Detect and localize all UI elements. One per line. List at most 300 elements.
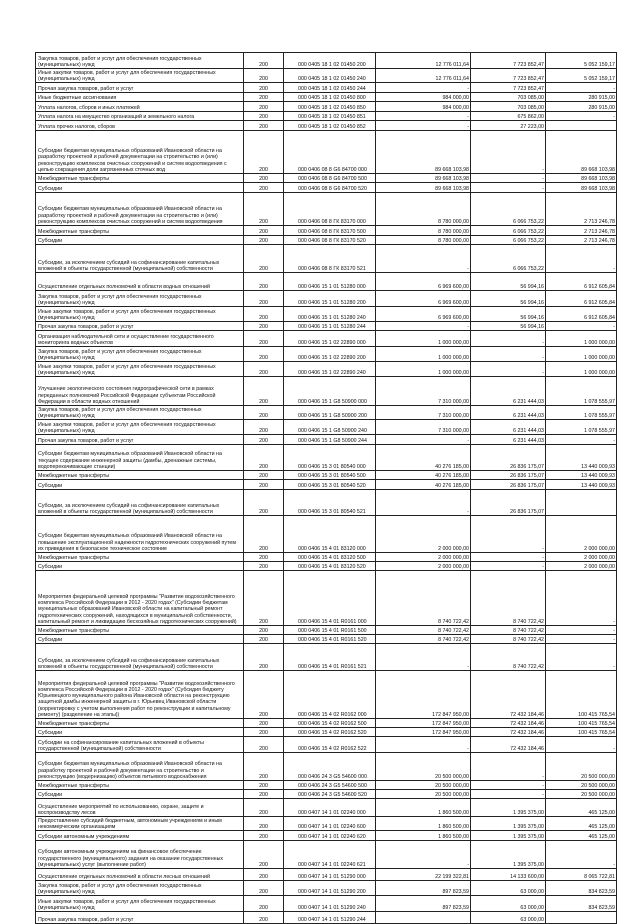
row-code: 200 (244, 131, 284, 174)
table-row (36, 245, 617, 273)
table-row (36, 420, 617, 435)
row-description: Субсидии, за исключением субсидий на софинансирование капитальных вложений в объекты государственной (муниципальной) собственности (36, 490, 244, 516)
row-budget-classification-code: 000 0406 08 8 G6 84700 500 (284, 174, 376, 183)
table-row (36, 644, 617, 671)
row-unexecuted-amount: 6 912 605,84 (546, 273, 617, 291)
table-body (36, 53, 617, 924)
row-unexecuted-amount: 2 713 246,78 (546, 236, 617, 245)
row-unexecuted-amount: 1 000 000,00 (546, 362, 617, 377)
row-executed-amount: - (471, 553, 546, 562)
row-budget-classification-code: 000 0407 14 1 01 51290 200 (284, 881, 376, 896)
row-code: 200 (244, 869, 284, 881)
row-budget-classification-code: 000 0406 15 4 02 R0162 000 (284, 671, 376, 719)
row-approved-amount: 172 847 950,00 (376, 671, 471, 719)
row-executed-amount: 56 994,16 (471, 307, 546, 322)
row-unexecuted-amount: - (546, 322, 617, 331)
row-executed-amount: 6 231 444,03 (471, 406, 546, 420)
row-unexecuted-amount: 2 000 000,00 (546, 516, 617, 553)
row-executed-amount: 8 740 722,42 (471, 644, 546, 671)
table-row (36, 781, 617, 790)
row-description: Уплата прочих налогов, сборов (36, 121, 244, 131)
row-description: Субсидии (36, 635, 244, 644)
row-budget-classification-code: 000 0406 15 4 01 83120 520 (284, 562, 376, 571)
row-executed-amount: - (471, 790, 546, 799)
row-unexecuted-amount: - (546, 644, 617, 671)
row-description: Субсидии бюджетам муниципальных образований Ивановской области на разработку проектной и рабочей документации на строительство и (или) реконструкцию комплексов очистных сооружений и систем водоотведения (36, 193, 244, 226)
row-description: Мероприятия федеральной целевой программы "Развитие водохозяйственного комплекса Российской Федерации в 2012 - 2020 годах" (Субсидии бюджетам муниципальных образований Ивановской области на капитальный ремонт гидротехнических сооружений, находящихся в муниципальной собственности, капитальный ремонт и ликвидацию бесхозяйных гидротехнических сооружений) (36, 571, 244, 626)
row-approved-amount: 1 000 000,00 (376, 347, 471, 362)
table-row (36, 737, 617, 753)
row-description: Уплата налога на имущество организаций и земельного налога (36, 112, 244, 121)
row-executed-amount: - (471, 781, 546, 790)
row-executed-amount: 27 223,00 (471, 121, 546, 131)
row-description: Субсидии бюджетам муниципальных образований Ивановской области на повышение эксплуатационной надежности гидротехнических сооружений путем их приведения в безопасное техническое состояние (36, 516, 244, 553)
row-code: 200 (244, 291, 284, 307)
table-row (36, 377, 617, 406)
row-code: 200 (244, 362, 284, 377)
table-row (36, 83, 617, 93)
row-unexecuted-amount: 5 052 159,17 (546, 53, 617, 69)
row-approved-amount: 7 310 000,00 (376, 377, 471, 406)
row-budget-classification-code: 000 0406 15 4 01 83120 500 (284, 553, 376, 562)
row-approved-amount: - (376, 490, 471, 516)
row-executed-amount: - (471, 174, 546, 183)
table-row (36, 516, 617, 553)
row-code: 200 (244, 881, 284, 896)
row-code: 200 (244, 471, 284, 480)
row-unexecuted-amount: 20 500 000,00 (546, 790, 617, 799)
table-row (36, 53, 617, 69)
row-code: 200 (244, 571, 284, 626)
row-code: 200 (244, 562, 284, 571)
row-budget-classification-code: 000 0407 14 1 01 02240 000 (284, 799, 376, 817)
row-approved-amount: 984 000,00 (376, 102, 471, 112)
table-row (36, 912, 617, 924)
table-row (36, 753, 617, 781)
row-description: Межбюджетные трансферты (36, 553, 244, 562)
row-description: Организация наблюдательной сети и осуществление государственного мониторинга водных объектов (36, 331, 244, 347)
row-description: Субсидии (36, 790, 244, 799)
row-approved-amount: - (376, 841, 471, 869)
row-budget-classification-code: 000 0406 15 4 01 R0161 520 (284, 635, 376, 644)
row-code: 200 (244, 183, 284, 193)
row-executed-amount: 72 432 184,46 (471, 737, 546, 753)
row-description: Субсидии на софинансирование капитальных вложений в объекты государственной (муниципальной) собственности (36, 737, 244, 753)
table-row (36, 626, 617, 635)
row-description: Субсидии бюджетам муниципальных образований Ивановской области на текущее содержание инженерной защиты (дамбы, дренажные системы, водоперекачивающие станции) (36, 445, 244, 471)
row-executed-amount: 1 395 375,00 (471, 799, 546, 817)
table-row (36, 790, 617, 799)
row-code: 200 (244, 331, 284, 347)
row-code: 200 (244, 93, 284, 102)
row-description: Субсидии бюджетам муниципальных образований Ивановской области на разработку проектной и рабочей документации на строительство и реконструкцию (модернизацию) объектов питьевого водоснабжения (36, 753, 244, 781)
row-budget-classification-code: 000 0407 14 1 01 51290 000 (284, 869, 376, 881)
row-unexecuted-amount: 13 440 009,93 (546, 471, 617, 480)
row-code: 200 (244, 445, 284, 471)
row-code: 200 (244, 516, 284, 553)
row-code: 200 (244, 781, 284, 790)
table-row (36, 490, 617, 516)
row-unexecuted-amount: 834 823,59 (546, 896, 617, 912)
row-unexecuted-amount: 465 125,00 (546, 831, 617, 841)
row-budget-classification-code: 000 0407 14 1 01 51290 240 (284, 896, 376, 912)
row-unexecuted-amount: 100 415 765,54 (546, 728, 617, 737)
table-row (36, 406, 617, 420)
row-description: Осуществление отдельных полномочий в области лесных отношений (36, 869, 244, 881)
row-code: 200 (244, 671, 284, 719)
row-description: Субсидии (36, 562, 244, 571)
row-code: 200 (244, 644, 284, 671)
row-approved-amount: 6 969 600,00 (376, 273, 471, 291)
row-description: Мероприятия федеральной целевой программы "Развитие водохозяйственного комплекса Российской Федерации в 2012 - 2020 годах" (Субсидия бюджету Юрьевецкого муниципального района Ивановской области на реконструкцию защитной дамбы инженерной защиты в г. Юрьевец Ивановской области (корректировку с учетом выполнения работ по реконструкции и капитальному ремонту) (разделение на этапы)) (36, 671, 244, 719)
row-description: Межбюджетные трансферты (36, 471, 244, 480)
row-code: 200 (244, 322, 284, 331)
table-row (36, 553, 617, 562)
row-code: 200 (244, 121, 284, 131)
row-budget-classification-code: 000 0406 15 3 01 80540 000 (284, 445, 376, 471)
row-code: 200 (244, 753, 284, 781)
row-approved-amount: - (376, 322, 471, 331)
row-approved-amount: 8 780 000,00 (376, 226, 471, 236)
row-executed-amount: 703 085,00 (471, 93, 546, 102)
row-executed-amount: 63 000,00 (471, 896, 546, 912)
row-description: Субсидии (36, 236, 244, 245)
row-executed-amount: 63 000,00 (471, 881, 546, 896)
row-unexecuted-amount: 20 500 000,00 (546, 753, 617, 781)
row-budget-classification-code: 000 0406 08 8 G6 84700 000 (284, 131, 376, 174)
table-row (36, 480, 617, 490)
row-approved-amount: 897 823,59 (376, 896, 471, 912)
row-budget-classification-code: 000 0405 18 1 02 01450 200 (284, 53, 376, 69)
row-budget-classification-code: 000 0406 24 3 G5 54600 500 (284, 781, 376, 790)
row-code: 200 (244, 737, 284, 753)
row-budget-classification-code: 000 0406 15 3 01 80540 520 (284, 480, 376, 490)
row-budget-classification-code: 000 0406 15 1 01 51280 200 (284, 291, 376, 307)
row-unexecuted-amount: 100 415 765,54 (546, 719, 617, 728)
row-executed-amount: 7 723 852,47 (471, 53, 546, 69)
row-description: Предоставление субсидий бюджетным, автономным учреждениям и иным некоммерческим организациям (36, 817, 244, 831)
row-code: 200 (244, 83, 284, 93)
row-budget-classification-code: 000 0406 15 1 02 22890 000 (284, 331, 376, 347)
row-approved-amount: 89 668 103,98 (376, 131, 471, 174)
row-unexecuted-amount: 465 125,00 (546, 817, 617, 831)
row-approved-amount: 1 860 500,00 (376, 799, 471, 817)
row-approved-amount: 8 740 722,42 (376, 635, 471, 644)
row-unexecuted-amount: - (546, 245, 617, 273)
table-row (36, 571, 617, 626)
row-executed-amount: - (471, 362, 546, 377)
row-code: 200 (244, 896, 284, 912)
row-approved-amount: 897 823,59 (376, 881, 471, 896)
row-description: Прочая закупка товаров, работ и услуг (36, 83, 244, 93)
row-code: 200 (244, 193, 284, 226)
table-row (36, 112, 617, 121)
row-approved-amount (376, 912, 471, 924)
row-description: Прочая закупка товаров, работ и услуг (36, 322, 244, 331)
row-code: 200 (244, 236, 284, 245)
row-approved-amount: 89 668 103,98 (376, 174, 471, 183)
table-row (36, 445, 617, 471)
row-executed-amount: 7 723 852,47 (471, 69, 546, 83)
row-executed-amount: 6 066 753,22 (471, 236, 546, 245)
row-unexecuted-amount (546, 490, 617, 516)
row-budget-classification-code: 000 0405 18 1 02 01450 244 (284, 83, 376, 93)
row-executed-amount: - (471, 562, 546, 571)
row-unexecuted-amount: 834 823,59 (546, 881, 617, 896)
row-executed-amount: 26 836 175,07 (471, 480, 546, 490)
row-description: Межбюджетные трансферты (36, 226, 244, 236)
row-description: Межбюджетные трансферты (36, 174, 244, 183)
table-row (36, 291, 617, 307)
row-budget-classification-code: 000 0406 15 4 02 R0162 520 (284, 728, 376, 737)
row-code: 200 (244, 112, 284, 121)
row-approved-amount: 40 276 185,00 (376, 445, 471, 471)
row-description: Закупка товаров, работ и услуг для обеспечения государственных (муниципальных) нужд (36, 881, 244, 896)
row-executed-amount: - (471, 753, 546, 781)
row-description: Закупка товаров, работ и услуг для обеспечения государственных (муниципальных) нужд (36, 406, 244, 420)
row-code: 200 (244, 226, 284, 236)
row-unexecuted-amount: 100 415 765,54 (546, 671, 617, 719)
row-executed-amount: 72 432 184,46 (471, 728, 546, 737)
row-budget-classification-code: 000 0405 18 1 02 01450 240 (284, 69, 376, 83)
row-description: Иные закупки товаров, работ и услуг для обеспечения государственных (муниципальных) нужд (36, 69, 244, 83)
row-unexecuted-amount: 2 000 000,00 (546, 553, 617, 562)
row-budget-classification-code: 000 0405 18 1 02 01450 851 (284, 112, 376, 121)
row-budget-classification-code: 000 0406 15 4 01 R0161 521 (284, 644, 376, 671)
table-row (36, 831, 617, 841)
table-row (36, 562, 617, 571)
table-row (36, 226, 617, 236)
row-description: Закупка товаров, работ и услуг для обеспечения государственных (муниципальных) нужд (36, 291, 244, 307)
row-unexecuted-amount: 89 668 103,98 (546, 174, 617, 183)
row-unexecuted-amount (546, 912, 617, 924)
row-description: Улучшение экологического состояния гидрографической сети в рамках переданных полномочий Российской Федерации субъектам Российской Федерации в области водных отношений (36, 377, 244, 406)
row-unexecuted-amount: 465 125,00 (546, 799, 617, 817)
row-unexecuted-amount: - (546, 635, 617, 644)
row-code: 200 (244, 831, 284, 841)
row-code: 200 (244, 435, 284, 445)
row-code: 200 (244, 635, 284, 644)
row-code: 200 (244, 245, 284, 273)
row-budget-classification-code: 000 0407 14 1 01 02240 620 (284, 831, 376, 841)
row-unexecuted-amount: - (546, 841, 617, 869)
table-row (36, 362, 617, 377)
row-approved-amount: - (376, 121, 471, 131)
table-row (36, 236, 617, 245)
row-unexecuted-amount: - (546, 626, 617, 635)
row-approved-amount: 20 500 000,00 (376, 781, 471, 790)
row-code: 200 (244, 174, 284, 183)
row-executed-amount: 6 231 444,03 (471, 435, 546, 445)
row-code: 200 (244, 553, 284, 562)
row-executed-amount: 6 231 444,03 (471, 420, 546, 435)
table-row (36, 347, 617, 362)
row-approved-amount: 1 860 500,00 (376, 817, 471, 831)
table-row (36, 193, 617, 226)
row-code: 200 (244, 490, 284, 516)
row-budget-classification-code: 000 0406 08 8 ГК 83170 521 (284, 245, 376, 273)
row-executed-amount: 26 836 175,07 (471, 490, 546, 516)
row-description: Иные бюджетные ассигнования (36, 93, 244, 102)
row-description: Межбюджетные трансферты (36, 719, 244, 728)
row-description: Иные закупки товаров, работ и услуг для обеспечения государственных (муниципальных) нужд (36, 362, 244, 377)
table-row (36, 307, 617, 322)
row-unexecuted-amount: 280 915,00 (546, 102, 617, 112)
row-code: 200 (244, 817, 284, 831)
row-description: Прочая закупка товаров, работ и услуг (36, 912, 244, 924)
row-executed-amount: 56 994,16 (471, 291, 546, 307)
row-unexecuted-amount: 6 912 605,84 (546, 307, 617, 322)
table-row (36, 728, 617, 737)
row-approved-amount: 7 310 000,00 (376, 406, 471, 420)
table-row (36, 183, 617, 193)
row-description: Межбюджетные трансферты (36, 626, 244, 635)
table-row (36, 331, 617, 347)
row-approved-amount: 89 668 103,98 (376, 183, 471, 193)
row-budget-classification-code: 000 0407 14 1 01 02240 621 (284, 841, 376, 869)
row-description: Субсидии (36, 728, 244, 737)
row-code: 200 (244, 273, 284, 291)
row-unexecuted-amount: 89 668 103,98 (546, 183, 617, 193)
row-executed-amount: 6 066 753,22 (471, 226, 546, 236)
table-row (36, 322, 617, 331)
row-code: 200 (244, 799, 284, 817)
row-budget-classification-code: 000 0406 15 3 01 80540 500 (284, 471, 376, 480)
row-budget-classification-code: 000 0406 08 8 G6 84700 520 (284, 183, 376, 193)
row-budget-classification-code: 000 0406 15 1 G8 50900 000 (284, 377, 376, 406)
table-row (36, 471, 617, 480)
row-description: Субсидии (36, 183, 244, 193)
row-executed-amount: 703 085,00 (471, 102, 546, 112)
row-description: Уплата налогов, сборов и иных платежей (36, 102, 244, 112)
table-row (36, 719, 617, 728)
row-executed-amount: 8 740 722,42 (471, 571, 546, 626)
row-code: 200 (244, 841, 284, 869)
row-executed-amount: - (471, 131, 546, 174)
row-approved-amount: 20 500 000,00 (376, 790, 471, 799)
row-budget-classification-code: 000 0406 15 1 G8 50900 200 (284, 406, 376, 420)
row-description: Осуществление мероприятий по использованию, охране, защите и воспроизводству лесов (36, 799, 244, 817)
row-budget-classification-code: 000 0405 18 1 02 01450 850 (284, 102, 376, 112)
row-unexecuted-amount: 20 500 000,00 (546, 781, 617, 790)
row-executed-amount: 63 000,00 (471, 912, 546, 924)
row-description: Субсидии (36, 480, 244, 490)
row-budget-classification-code: 000 0405 18 1 02 01450 800 (284, 93, 376, 102)
row-description: Иные закупки товаров, работ и услуг для обеспечения государственных (муниципальных) нужд (36, 896, 244, 912)
row-approved-amount: 20 500 000,00 (376, 753, 471, 781)
row-code: 200 (244, 53, 284, 69)
row-approved-amount: 1 000 000,00 (376, 331, 471, 347)
row-description: Субсидии автономным учреждениям на финансовое обеспечение государственного (муниципального) задания на оказание государственных (муниципальных) услуг (выполнение работ) (36, 841, 244, 869)
row-approved-amount: 8 780 000,00 (376, 236, 471, 245)
row-budget-classification-code: 000 0406 15 4 02 R0162 522 (284, 737, 376, 753)
row-executed-amount: 72 432 184,46 (471, 671, 546, 719)
row-unexecuted-amount: 2 713 246,78 (546, 193, 617, 226)
row-executed-amount: 14 133 600,00 (471, 869, 546, 881)
row-code: 200 (244, 102, 284, 112)
row-approved-amount: 1 000 000,00 (376, 362, 471, 377)
row-executed-amount: 8 740 722,42 (471, 626, 546, 635)
row-executed-amount: 8 740 722,42 (471, 635, 546, 644)
row-code: 200 (244, 719, 284, 728)
row-approved-amount: - (376, 245, 471, 273)
row-unexecuted-amount: 89 668 103,98 (546, 131, 617, 174)
row-approved-amount: 22 199 322,81 (376, 869, 471, 881)
table-row (36, 121, 617, 131)
row-code: 200 (244, 728, 284, 737)
row-executed-amount: 6 066 753,22 (471, 245, 546, 273)
row-unexecuted-amount: 280 915,00 (546, 93, 617, 102)
row-unexecuted-amount: - (546, 737, 617, 753)
row-unexecuted-amount: 8 065 722,81 (546, 869, 617, 881)
row-approved-amount: 40 276 185,00 (376, 480, 471, 490)
row-unexecuted-amount: - (546, 571, 617, 626)
row-executed-amount: 1 395 375,00 (471, 831, 546, 841)
budget-execution-table (35, 52, 617, 924)
row-code: 200 (244, 406, 284, 420)
row-unexecuted-amount: 1 078 555,97 (546, 420, 617, 435)
row-executed-amount: 675 862,00 (471, 112, 546, 121)
row-approved-amount: 12 776 011,64 (376, 69, 471, 83)
row-code: 200 (244, 790, 284, 799)
row-code: 200 (244, 626, 284, 635)
row-approved-amount: 12 776 011,64 (376, 53, 471, 69)
row-budget-classification-code: 000 0406 15 4 01 R0161 000 (284, 571, 376, 626)
table-row (36, 174, 617, 183)
row-executed-amount: - (471, 347, 546, 362)
row-executed-amount: 7 723 852,47 (471, 83, 546, 93)
row-budget-classification-code: 000 0405 18 1 02 01450 852 (284, 121, 376, 131)
row-budget-classification-code: 000 0406 15 1 01 51280 240 (284, 307, 376, 322)
row-executed-amount: 26 836 175,07 (471, 445, 546, 471)
row-executed-amount: 26 836 175,07 (471, 471, 546, 480)
row-code: 200 (244, 69, 284, 83)
row-approved-amount: 172 847 950,00 (376, 719, 471, 728)
table-row (36, 102, 617, 112)
table-row (36, 131, 617, 174)
row-budget-classification-code: 000 0406 15 1 G8 50900 244 (284, 435, 376, 445)
row-description: Субсидии автономным учреждениям (36, 831, 244, 841)
table-row (36, 869, 617, 881)
row-budget-classification-code: 000 0407 14 1 01 02240 600 (284, 817, 376, 831)
row-budget-classification-code: 000 0406 15 1 01 51280 000 (284, 273, 376, 291)
row-approved-amount: 2 000 000,00 (376, 553, 471, 562)
table-row (36, 93, 617, 102)
row-executed-amount: 72 432 184,46 (471, 719, 546, 728)
table-row (36, 881, 617, 896)
table-row (36, 799, 617, 817)
row-budget-classification-code: 000 0406 08 8 ГК 83170 500 (284, 226, 376, 236)
row-approved-amount: 8 740 722,42 (376, 626, 471, 635)
row-approved-amount: - (376, 435, 471, 445)
row-approved-amount: 40 276 185,00 (376, 471, 471, 480)
row-unexecuted-amount: - (546, 435, 617, 445)
row-budget-classification-code: 000 0406 24 3 G5 54600 520 (284, 790, 376, 799)
row-executed-amount: 56 994,16 (471, 273, 546, 291)
row-unexecuted-amount: 13 440 009,93 (546, 445, 617, 471)
row-approved-amount: 1 860 500,00 (376, 831, 471, 841)
row-budget-classification-code: 000 0407 14 1 01 51290 244 (284, 912, 376, 924)
row-approved-amount: 8 740 722,42 (376, 571, 471, 626)
row-description: Иные закупки товаров, работ и услуг для обеспечения государственных (муниципальных) нужд (36, 420, 244, 435)
row-approved-amount: 984 000,00 (376, 93, 471, 102)
row-description: Осуществление отдельных полномочий в области водных отношений (36, 273, 244, 291)
row-executed-amount: 6 066 753,22 (471, 193, 546, 226)
row-budget-classification-code: 000 0406 08 8 ГК 83170 520 (284, 236, 376, 245)
row-code: 200 (244, 420, 284, 435)
row-budget-classification-code: 000 0406 15 1 G8 50900 240 (284, 420, 376, 435)
row-description: Закупка товаров, работ и услуг для обеспечения государственных (муниципальных) нужд (36, 53, 244, 69)
